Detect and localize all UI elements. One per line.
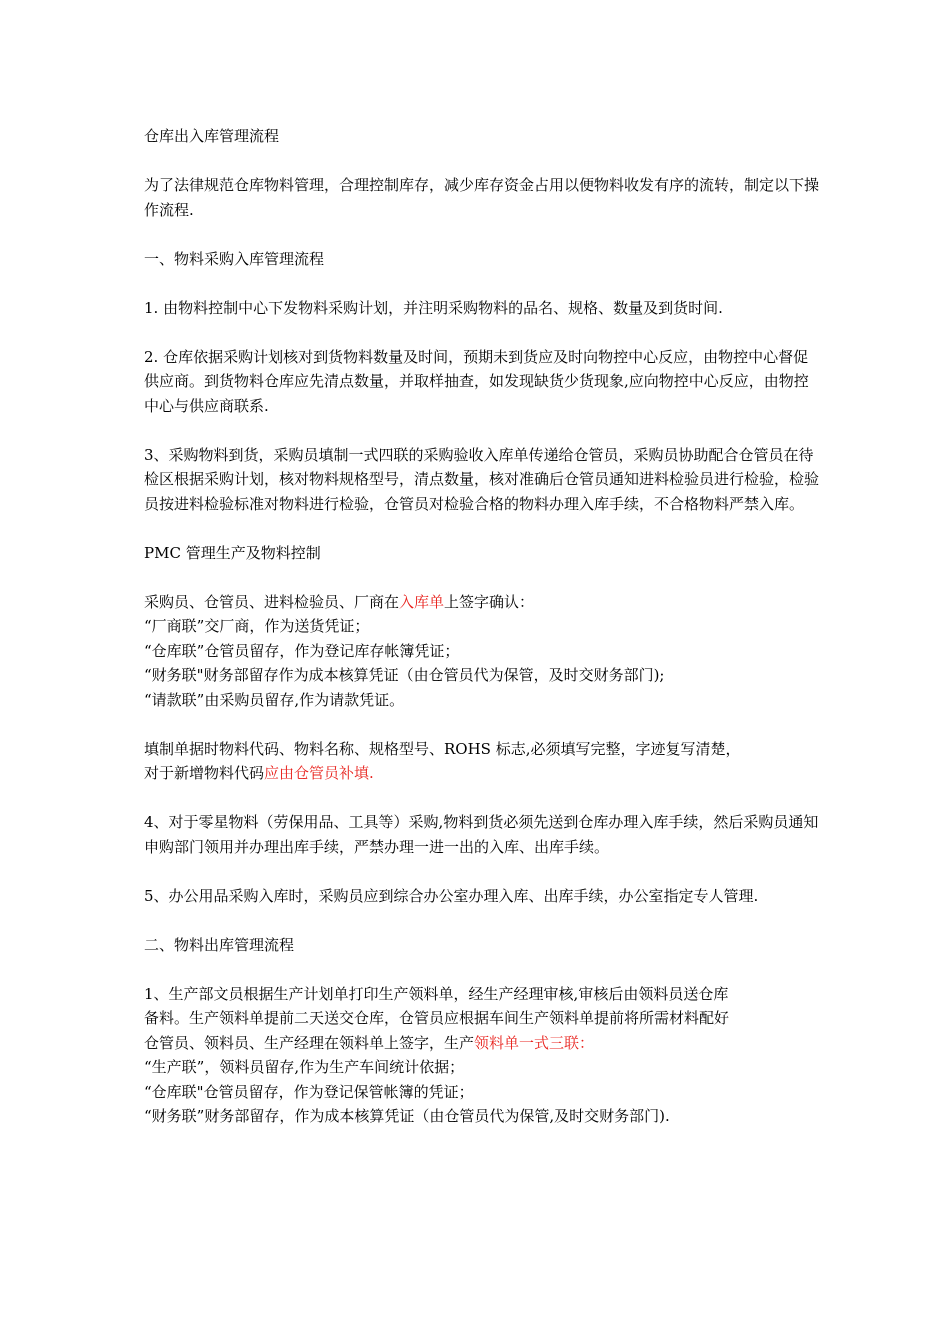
section2-step1-line2: 备料。生产领料单提前二天送交仓库，仓管员应根据车间生产领料单提前将所需材料配好 bbox=[144, 1009, 730, 1027]
receipt-copy-warehouse: “仓库联”仓管员留存，作为登记库存帐簿凭证； bbox=[144, 641, 460, 660]
issue-copy-production: “生产联”，领料员留存,作为生产车间统计依据； bbox=[144, 1058, 465, 1076]
receipt-copy-finance: “财务联"财务部留存作为成本核算凭证（由仓管员代为保管，及时交财务部门); bbox=[144, 666, 665, 684]
pmc-heading: PMC 管理生产及物料控制 bbox=[144, 543, 321, 562]
issue-copy-warehouse: “仓库联"仓管员留存，作为登记保管帐簿的凭证； bbox=[144, 1082, 474, 1101]
document-title: 仓库出入库管理流程 bbox=[144, 127, 280, 145]
section1-step1: 1. 由物料控制中心下发物料采购计划，并注明采购物料的品名、规格、数量及到货时间. bbox=[144, 298, 723, 317]
section2-heading: 二、物料出库管理流程 bbox=[144, 935, 295, 954]
issue-copy-finance: “财务联”财务部留存，作为成本核算凭证（由仓管员代为保管,及时交财务部门). bbox=[144, 1107, 670, 1125]
section1-step2: 2. 仓库依据采购计划核对到货物料数量及时间，预期未到货应及时向物控中心反应，由物控中心督促供应商。到货物料仓库应先清点数量，并取样抽查，如发现缺货少货现象,应向物控中心反应，由物控中心与供应商联系. bbox=[144, 347, 809, 415]
receipt-copy-vendor: “厂商联”交厂商，作为送货凭证； bbox=[144, 617, 370, 635]
intro-paragraph: 为了法律规范仓库物料管理，合理控制库存，减少库存资金占用以便物料收发有序的流转，制定以下操作流程. bbox=[144, 176, 820, 219]
sign-text-post: 上签字确认： bbox=[444, 592, 535, 611]
section1-heading: 一、物料采购入库管理流程 bbox=[144, 249, 325, 268]
issue-form-highlight: 领料单一式三联： bbox=[474, 1033, 595, 1052]
section1-step4: 4、对于零星物料（劳保用品、工具等）采购,物料到货必须先送到仓库办理入库手续，然后采购员通知申购部门领用并办理出库手续，严禁办理一进一出的入库、出库手续。 bbox=[144, 813, 819, 856]
sign-confirm-line bbox=[144, 590, 820, 615]
issue-sign-pre: 仓管员、领料员、生产经理在领料单上签字，生产 bbox=[144, 1033, 475, 1052]
fill-rule-pre: 对于新增物料代码 bbox=[144, 764, 265, 782]
fill-rule-line1: 填制单据时物料代码、物料名称、规格型号、ROHS 标志,必须填写完整，字迹复写清楚， bbox=[144, 739, 741, 758]
section1-step5: 5、办公用品采购入库时，采购员应到综合办公室办理入库、出库手续，办公室指定专人管理. bbox=[144, 886, 759, 905]
section2-step1-line1: 1、生产部文员根据生产计划单打印生产领料单，经生产经理审核,审核后由领料员送仓库 bbox=[144, 984, 729, 1003]
section2-step1-line3 bbox=[144, 1031, 820, 1056]
sign-text-pre: 采购员、仓管员、进料检验员、厂商在 bbox=[144, 592, 400, 611]
fill-rule-line2 bbox=[144, 761, 820, 786]
section1-step3: 3、采购物料到货，采购员填制一式四联的采购验收入库单传递给仓管员，采购员协助配合仓管员在待检区根据采购计划，核对物料规格型号，清点数量，核对准确后仓管员通知进料检验员进行检验，检验员按进料检验标准对物料进行检验，仓管员对检验合格的物料办理入库手续，不合格物料严禁入库。 bbox=[144, 445, 820, 513]
receipt-copy-payment: “请款联”由采购员留存,作为请款凭证。 bbox=[144, 690, 405, 709]
receipt-form-highlight: 入库单 bbox=[399, 592, 445, 611]
fill-rule-highlight: 应由仓管员补填. bbox=[264, 764, 374, 782]
